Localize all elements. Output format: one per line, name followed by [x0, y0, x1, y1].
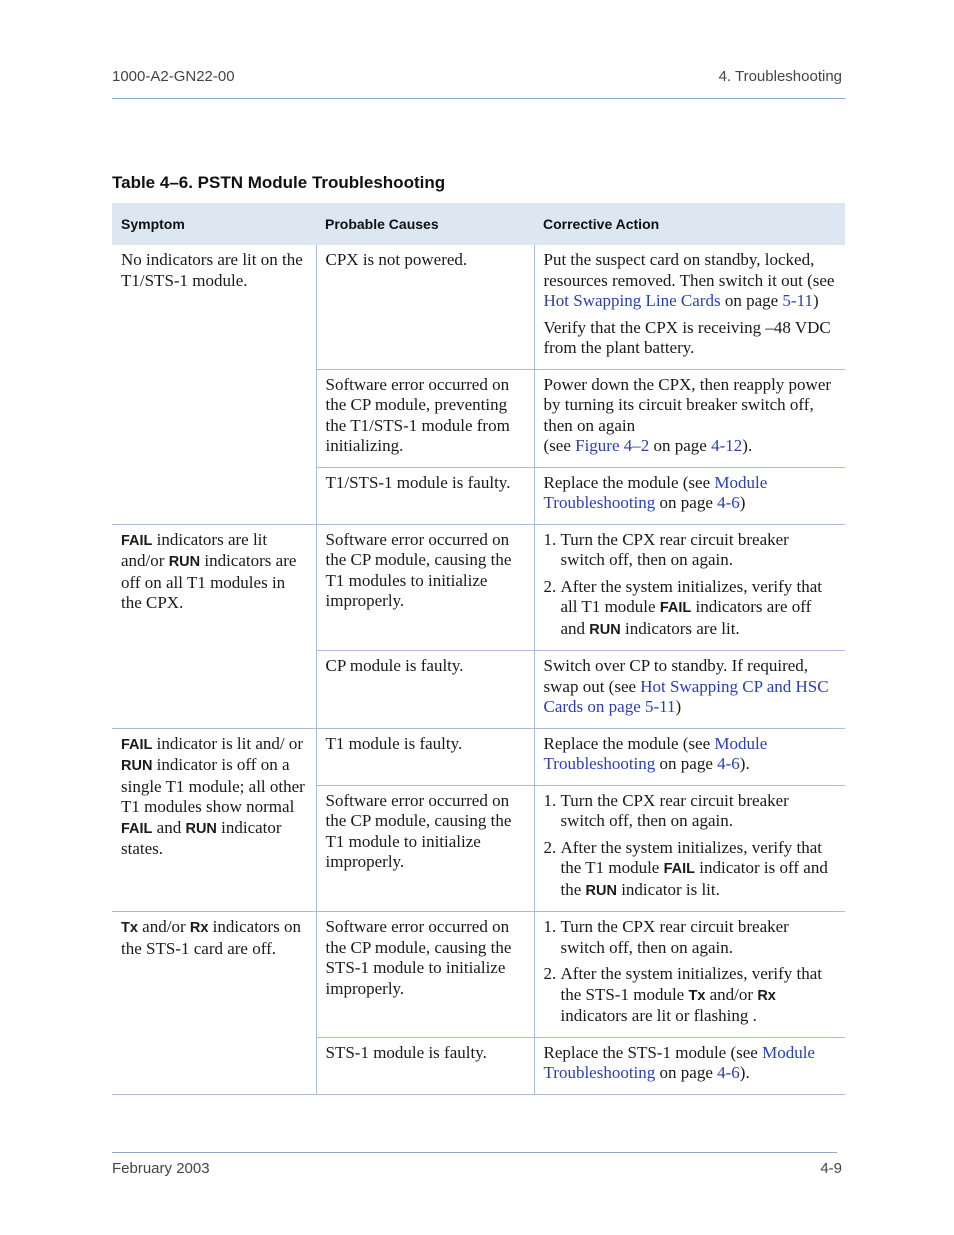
- indicator-label: FAIL: [663, 861, 696, 877]
- action-step: [544, 530, 837, 571]
- text-run: Turn the CPX rear circuit breaker switch off, then on again.: [560, 529, 789, 569]
- symptom-cell: [112, 524, 316, 728]
- text-run: ).: [739, 754, 750, 773]
- corrective-action-cell: [534, 1037, 845, 1094]
- table-row: [112, 245, 845, 369]
- table-body: [112, 245, 845, 1094]
- step-number: 1.: [543, 790, 557, 810]
- cross-reference-link[interactable]: Module Troubleshooting: [543, 733, 768, 773]
- indicator-label: FAIL: [121, 820, 153, 837]
- footer-rule: [112, 1152, 837, 1153]
- cross-reference-link[interactable]: Hot Swapping CP and HSC Cards on page 5-11: [543, 676, 829, 716]
- corrective-action-cell: [534, 467, 845, 524]
- action-step: [544, 577, 837, 641]
- cross-reference-link[interactable]: 4-12: [711, 436, 743, 455]
- cross-reference-link[interactable]: 5-11: [782, 291, 813, 310]
- text-run: (see: [543, 436, 576, 455]
- action-step: [544, 917, 837, 958]
- probable-cause-cell: T1/STS-1 module is faulty.: [316, 467, 534, 524]
- table-caption: Table 4–6. PSTN Module Troubleshooting: [112, 173, 446, 192]
- text-run: ).: [742, 436, 753, 455]
- indicator-label: Tx: [121, 920, 138, 936]
- step-number: 1.: [543, 917, 557, 936]
- symptom-cell: [112, 728, 316, 912]
- indicator-label: FAIL: [659, 600, 692, 616]
- indicator-label: Tx: [688, 987, 706, 1004]
- footer-page-number: 4-9: [820, 1160, 842, 1177]
- text-run: After the system initializes, verify that all T1 module: [560, 576, 823, 616]
- action-steps: [544, 530, 837, 641]
- text-run: indicators are off on all T1 modules in the CPX.: [121, 551, 297, 612]
- symptom-text: [121, 917, 307, 959]
- text-run: and/or: [137, 917, 190, 936]
- action-paragraph: [544, 375, 837, 457]
- text-run: ).: [739, 1063, 750, 1082]
- step-number: 2.: [543, 576, 557, 596]
- action-steps: [544, 791, 837, 902]
- header-chapter: 4. Troubleshooting: [718, 68, 842, 85]
- text-run: on page: [649, 436, 712, 455]
- symptom-text: [121, 530, 307, 614]
- probable-cause-cell: Software error occurred on the CP module, preventing the T1/STS-1 module from initializing.: [316, 369, 534, 467]
- indicator-label: FAIL: [121, 532, 153, 549]
- action-paragraph: [544, 1043, 837, 1084]
- text-run: on page: [720, 291, 783, 310]
- text-run: ): [739, 493, 746, 512]
- text-run: Switch over CP to standby. If required, swap out (see: [543, 656, 809, 696]
- text-run: indicator is lit.: [616, 879, 720, 899]
- text-run: After the system initializes, verify that the STS-1 module: [560, 964, 823, 1004]
- table-row: [112, 524, 845, 651]
- indicator-label: RUN: [185, 820, 217, 837]
- corrective-action-cell: [534, 524, 845, 651]
- text-run: indicators on the STS-1 card are off.: [121, 917, 301, 958]
- indicator-label: RUN: [589, 621, 621, 638]
- step-number: 2.: [543, 837, 557, 857]
- cross-reference-link[interactable]: Module Troubleshooting: [543, 1042, 815, 1082]
- action-step: [544, 791, 837, 832]
- table-header-row: [112, 203, 845, 245]
- cross-reference-link[interactable]: 4-6: [717, 493, 740, 512]
- corrective-action-cell: [534, 651, 845, 729]
- text-run: Replace the STS-1 module (see: [543, 1042, 763, 1062]
- step-number: 1.: [543, 529, 557, 549]
- cross-reference-link[interactable]: 4-6: [717, 1063, 740, 1082]
- text-run: ): [675, 697, 682, 716]
- text-run: on page: [655, 1063, 718, 1082]
- text-run: indicators are off and: [560, 597, 812, 638]
- text-run: indicator is off and the: [560, 858, 828, 899]
- symptom-cell: [112, 245, 316, 524]
- symptom-text: [121, 734, 307, 860]
- cross-reference-link[interactable]: Module Troubleshooting: [543, 472, 768, 512]
- indicator-label: RUN: [121, 758, 153, 774]
- action-step: [544, 838, 837, 902]
- action-paragraph: [544, 473, 837, 514]
- indicator-label: RUN: [168, 554, 201, 570]
- action-steps: [544, 917, 837, 1027]
- text-run: Verify that the CPX is receiving –48 VDC from the plant battery.: [543, 317, 831, 357]
- text-run: on page: [655, 493, 718, 512]
- header-doc-number: 1000-A2-GN22-00: [112, 68, 235, 85]
- action-paragraph: [544, 318, 837, 359]
- action-step: [544, 964, 837, 1027]
- table-row: [112, 728, 845, 785]
- action-paragraph: [544, 250, 837, 312]
- text-run: Replace the module (see: [543, 472, 715, 492]
- indicator-label: FAIL: [121, 736, 153, 753]
- column-header-probable-causes: Probable Causes: [316, 203, 534, 245]
- text-run: indicators are lit.: [620, 618, 740, 638]
- probable-cause-cell: Software error occurred on the CP module, causing the T1 modules to initialize improperly.: [316, 524, 534, 651]
- probable-cause-cell: T1 module is faulty.: [316, 728, 534, 785]
- text-run: Turn the CPX rear circuit breaker switch off, then on again.: [560, 790, 789, 830]
- corrective-action-cell: [534, 728, 845, 785]
- cross-reference-link[interactable]: Figure 4–2: [575, 436, 650, 455]
- step-number: 2.: [543, 964, 557, 983]
- probable-cause-cell: Software error occurred on the CP module, causing the T1 module to initialize improperly.: [316, 785, 534, 912]
- text-run: Replace the module (see: [543, 733, 715, 753]
- indicator-label: Rx: [189, 920, 209, 936]
- text-run: indicator is lit and/ or: [152, 733, 304, 753]
- text-run: Put the suspect card on standby, locked, resources removed. Then switch it out (see: [543, 250, 835, 290]
- text-run: indicators are lit and/or: [121, 529, 268, 570]
- header-rule: [112, 98, 845, 99]
- indicator-label: Rx: [757, 987, 776, 1004]
- text-run: No indicators are lit on the T1/STS-1 module.: [121, 250, 303, 290]
- action-paragraph: [544, 734, 837, 775]
- corrective-action-cell: [534, 245, 845, 369]
- corrective-action-cell: [534, 912, 845, 1038]
- column-header-symptom: Symptom: [112, 203, 316, 245]
- footer-date: February 2003: [112, 1160, 210, 1177]
- corrective-action-cell: [534, 785, 845, 912]
- text-run: and/or: [705, 984, 758, 1004]
- text-run: on page: [655, 754, 718, 773]
- probable-cause-cell: Software error occurred on the CP module, causing the STS-1 module to initialize improperly.: [316, 912, 534, 1038]
- text-run: indicator states.: [121, 817, 282, 858]
- text-run: Turn the CPX rear circuit breaker switch off, then on again.: [560, 917, 789, 957]
- symptom-text: [121, 250, 307, 291]
- text-run: Power down the CPX, then reapply power by turning its circuit breaker switch off, then on again: [543, 374, 832, 435]
- probable-cause-cell: CPX is not powered.: [316, 245, 534, 369]
- action-paragraph: [544, 656, 837, 718]
- text-run: After the system initializes, verify that the T1 module: [560, 837, 823, 877]
- column-header-corrective-action: Corrective Action: [534, 203, 845, 245]
- text-run: indicators are lit or flashing .: [560, 1006, 757, 1025]
- cross-reference-link[interactable]: 4-6: [717, 754, 740, 773]
- probable-cause-cell: CP module is faulty.: [316, 651, 534, 729]
- table-row: [112, 912, 845, 1038]
- indicator-label: RUN: [585, 882, 617, 899]
- pstn-troubleshooting-table: [112, 203, 845, 1095]
- corrective-action-cell: [534, 369, 845, 467]
- text-run: and: [152, 817, 186, 837]
- cross-reference-link[interactable]: Hot Swapping Line Cards: [543, 291, 721, 310]
- probable-cause-cell: STS-1 module is faulty.: [316, 1037, 534, 1094]
- text-run: ): [812, 291, 819, 310]
- symptom-cell: [112, 912, 316, 1095]
- text-run: indicator is off on a single T1 module; all other T1 modules show normal: [121, 755, 305, 816]
